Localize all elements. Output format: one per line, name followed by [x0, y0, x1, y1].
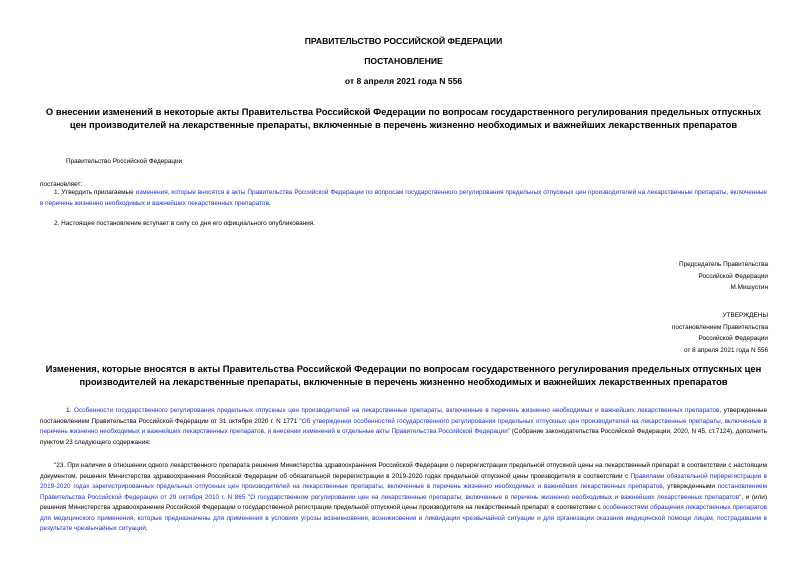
point-23 — [40, 461, 767, 535]
item-2: 2. Настоящее постановление вступает в силу со дня его официального опубликования. — [54, 220, 316, 227]
point-23-link-features[interactable]: особенностями обращения лекарственных препаратов для медицинского применения, которые предназначены для применения в условиях угрозы возникновения, возникновения и ликвидации чрезвычайной ситуации и для организации оказания медицинской помощи лицам, пострадавшим в результате чрезвычайных ситуаций, — [40, 504, 768, 532]
change-1-link-resolution[interactable]: "Об утверждении особенностей государственного регулирования предельных отпускных цен производителей на лекарственные препараты, включенные в перечень жизненно необходимых и важнейших лекарственных препаратов, и внесении изменений в отдельные акты Правительства Российской Федерации" — [40, 417, 767, 435]
change-1-link-features[interactable]: Особенности государственного регулирования предельных отпускных цен производителей на лекарственные препараты, включенные в перечень жизненно необходимых и важнейших лекарственных препаратов — [73, 407, 720, 414]
signature-country: Российской Федерации — [698, 272, 768, 280]
changes-title: Изменения, которые вносятся в акты Правительства Российской Федерации по вопросам государственного регулирования предельных отпускных цен производителей на лекарственные препараты, включенные в перечень жизненно необходимых и важнейших лекарственных препаратов — [45, 363, 762, 387]
change-1-text-approved: , утвержденные постановлением Правительства Российской Федерации от 31 октября 2020 г. N 1771 — [40, 407, 767, 425]
government-header: ПРАВИТЕЛЬСТВО РОССИЙСКОЙ ФЕДЕРАЦИИ — [304, 36, 503, 46]
point-23-text-3: , и (или) решения Министерства здравоохранения Российской Федерации о государственной регистрации предельной отпускной цены производителя на лекарственный препарат в соответствии с — [40, 493, 768, 511]
signature-title: Председатель Правительства — [679, 261, 768, 268]
item-1-link[interactable]: изменения, которые вносятся в акты Правительства Российской Федерации по вопросам государственного регулирования предельных отпускных цен производителей на лекарственные препараты, включенные в перечень жизненно необходимых и важнейших лекарственных препаратов — [40, 189, 767, 207]
point-23-text-1: "23. При наличии в отношении одного лекарственного препарата решения Министерства здравоохранения Российской Федерации о перерегистрации предельной отпускной цены на лекарственный препарат в соответствии с настоящим документом, решения Министерства здравоохранения Российской Федерации об обязательной перерегистрации в 2019-2020 годах предельной отпускной цены производителя в соответствии с — [40, 462, 767, 480]
document-type: ПОСТАНОВЛЕНИЕ — [364, 56, 443, 66]
document-title: О внесении изменений в некоторые акты Правительства Российской Федерации по вопросам государственного регулирования предельных отпускных цен производителей на лекарственные препараты, включенные в перечень жизненно необходимых и важнейших лекарственных препаратов — [45, 106, 762, 130]
item-1-suffix: . — [268, 200, 271, 207]
item-1 — [40, 187, 767, 209]
approval-approved: УТВЕРЖДЕНЫ — [722, 312, 768, 319]
change-item-1 — [40, 406, 767, 448]
approval-country: Российской Федерации — [698, 335, 768, 342]
preamble-government: Правительство Российской Федерации — [66, 158, 183, 165]
document-date-number: от 8 апреля 2021 года N 556 — [344, 76, 463, 86]
point-23-text-2: , утвержденными — [662, 483, 718, 490]
point-23-link-rules[interactable]: Правилами обязательной перерегистрации в 2019-2020 годах зарегистрированных предельных отпускных цен производителей на лекарственные препараты, включенные в перечень жизненно необходимых и важнейших лекарственных препаратов — [40, 472, 767, 490]
preamble-decides: постановляет: — [40, 181, 83, 188]
item-1-prefix: 1. Утвердить прилагаемые — [54, 189, 136, 196]
point-23-link-resolution-865[interactable]: постановлением Правительства Российской Федерации от 29 октября 2010 г. N 865 "О государственном регулировании цен на лекарственные препараты, включенные в перечень жизненно необходимых и важнейших лекарственных препаратов" — [40, 483, 767, 501]
approval-block — [672, 310, 768, 356]
signature-block — [679, 259, 768, 294]
signature-name: М.Мишустин — [730, 284, 768, 291]
change-1-number: 1. — [66, 407, 74, 414]
approval-date: от 8 апреля 2021 года N 556 — [683, 346, 768, 354]
change-1-text-supplement: (Собрание законодательства Российской Федерации, 2020, N 45, ст.7124), дополнить пунктом 23 следующего содержания: — [40, 428, 767, 446]
approval-by: постановлением Правительства — [672, 323, 768, 331]
